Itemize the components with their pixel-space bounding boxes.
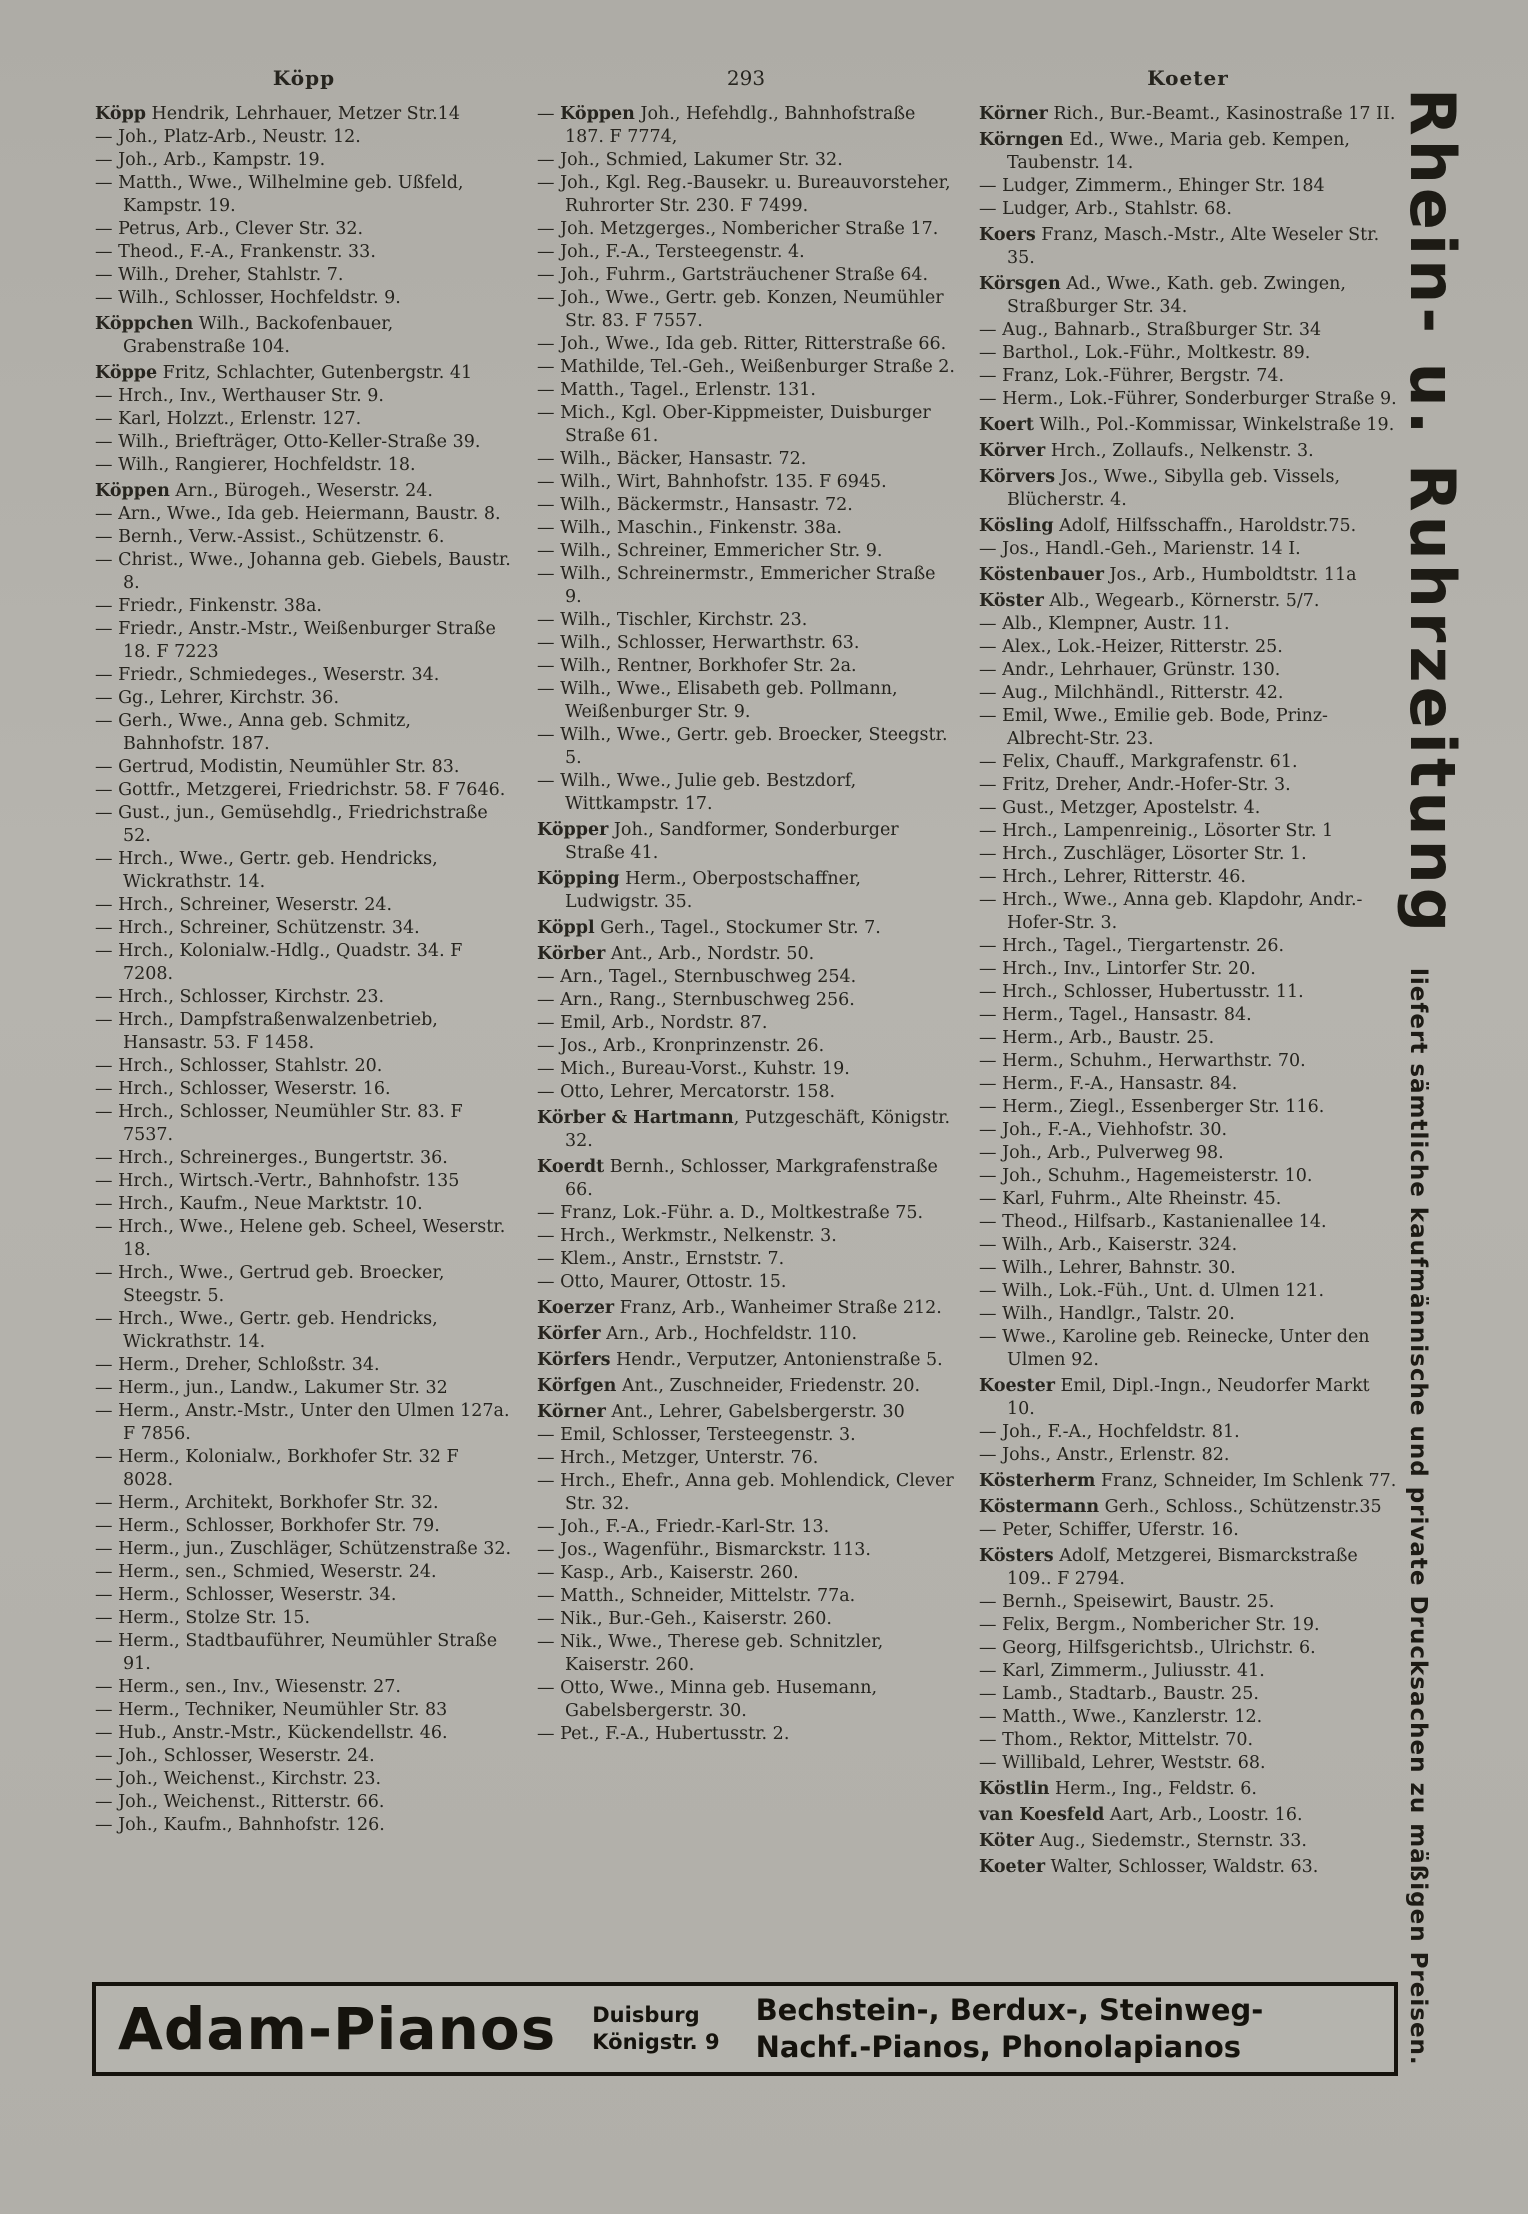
directory-entry: — Wilh., Wwe., Gertr. geb. Broecker, Steegstr. 5.: [537, 725, 948, 768]
directory-entry: Körfgen Ant., Zuschneider, Friedenstr. 20.: [537, 1376, 921, 1396]
directory-entry: — Hrch., Wwe., Gertrud geb. Broecker, Steegstr. 5.: [95, 1263, 445, 1306]
directory-entry: — Herm., Stadtbauführer, Neumühler Straße 91.: [95, 1631, 498, 1674]
directory-entry: Köppe Fritz, Schlachter, Gutenbergstr. 41: [95, 363, 473, 383]
directory-entry: — Felix, Bergm., Nombericher Str. 19.: [979, 1615, 1320, 1635]
directory-entry: — Mich., Bureau-Vorst., Kuhstr. 19.: [537, 1059, 850, 1079]
directory-entry: — Bernh., Verw.-Assist., Schützenstr. 6.: [95, 527, 445, 547]
directory-entry: — Otto, Lehrer, Mercatorstr. 158.: [537, 1082, 836, 1102]
directory-entry: — Felix, Chauff., Markgrafenstr. 61.: [979, 752, 1298, 772]
directory-entry: — Wilh., Arb., Kaiserstr. 324.: [979, 1235, 1238, 1255]
directory-entry: Körsgen Ad., Wwe., Kath. geb. Zwingen, Straßburger Str. 34.: [979, 274, 1346, 317]
directory-entry: — Wilh., Lehrer, Bahnstr. 30.: [979, 1258, 1236, 1278]
directory-entry: Köstermann Gerh., Schloss., Schützenstr.35: [979, 1497, 1382, 1517]
entry-surname: Koerdt: [537, 1157, 605, 1177]
directory-entry: — Wilh., Maschin., Finkenstr. 38a.: [537, 518, 842, 538]
directory-entry: Koers Franz, Masch.-Mstr., Alte Weseler Str. 35.: [979, 225, 1380, 268]
directory-entry: — Karl, Zimmerm., Juliusstr. 41.: [979, 1661, 1265, 1681]
entry-surname: Koester: [979, 1376, 1055, 1396]
directory-entry: Köppl Gerh., Tagel., Stockumer Str. 7.: [537, 918, 881, 938]
directory-entry: Köstlin Herm., Ing., Feldstr. 6.: [979, 1779, 1257, 1799]
directory-entry: Koerdt Bernh., Schlosser, Markgrafenstraße 66.: [537, 1157, 938, 1200]
entry-surname: Köstermann: [979, 1497, 1100, 1517]
directory-entry: — Wilh., Bäckermstr., Hansastr. 72.: [537, 495, 853, 515]
directory-entry: — Bernh., Speisewirt, Baustr. 25.: [979, 1592, 1275, 1612]
side-ad-rhein-ruhrzeitung: [1396, 88, 1469, 2148]
directory-column-1: [95, 100, 513, 1879]
directory-entry: — Hrch., Schlosser, Hubertusstr. 11.: [979, 982, 1304, 1002]
directory-entry: Köster Alb., Wegearb., Körnerstr. 5/7.: [979, 591, 1320, 611]
directory-entry: — Herm., Stolze Str. 15.: [95, 1608, 311, 1628]
directory-entry: — Matth., Tagel., Erlenstr. 131.: [537, 380, 816, 400]
directory-entry: — Joh., Fuhrm., Gartsträuchener Straße 64.: [537, 265, 929, 285]
directory-entry: — Gg., Lehrer, Kirchstr. 36.: [95, 688, 340, 708]
directory-entry: — Herm., sen., Schmied, Weserstr. 24.: [95, 1562, 437, 1582]
directory-entry: — Joh., Kaufm., Bahnhofstr. 126.: [95, 1815, 385, 1835]
entry-surname: Koert: [979, 415, 1034, 435]
directory-entry: — Theod., F.-A., Frankenstr. 33.: [95, 242, 376, 262]
directory-entry: — Hrch., Inv., Werthauser Str. 9.: [95, 386, 384, 406]
directory-entry: — Joh. Metzgerges., Nombericher Straße 17.: [537, 219, 939, 239]
directory-entry: — Wilh., Wirt, Bahnhofstr. 135. F 6945.: [537, 472, 887, 492]
directory-entry: — Thom., Rektor, Mittelstr. 70.: [979, 1730, 1254, 1750]
directory-entry: — Herm., Tagel., Hansastr. 84.: [979, 1005, 1252, 1025]
directory-entry: — Jos., Wagenführ., Bismarckstr. 113.: [537, 1540, 871, 1560]
directory-entry: — Hrch., Schlosser, Weserstr. 16.: [95, 1079, 391, 1099]
directory-entry: Koerzer Franz, Arb., Wanheimer Straße 212.: [537, 1298, 942, 1318]
entry-surname: Körner: [979, 104, 1048, 124]
directory-entry: — Klem., Anstr., Ernststr. 7.: [537, 1249, 785, 1269]
directory-entry: Körber Ant., Arb., Nordstr. 50.: [537, 944, 815, 964]
directory-entry: — Hrch., Ehefr., Anna geb. Mohlendick, Clever Str. 32.: [537, 1471, 954, 1514]
directory-entry: — Wilh., Schlosser, Hochfeldstr. 9.: [95, 288, 401, 308]
directory-entry: — Matth., Wwe., Wilhelmine geb. Ußfeld, Kampstr. 19.: [95, 173, 464, 216]
directory-entry: — Friedr., Anstr.-Mstr., Weißenburger Straße 18. F 7223: [95, 619, 496, 662]
bottom-ad-adam-pianos: [92, 1982, 1398, 2076]
guide-word-right: Koeter: [1147, 66, 1229, 90]
directory-entry: — Hrch., Wwe., Gertr. geb. Hendricks, Wickrathstr. 14.: [95, 849, 438, 892]
directory-entry: — Herm., Anstr.-Mstr., Unter den Ulmen 127a. F 7856.: [95, 1401, 510, 1444]
directory-entry: — Wilh., Dreher, Stahlstr. 7.: [95, 265, 344, 285]
directory-entry: Körngen Ed., Wwe., Maria geb. Kempen, Taubenstr. 14.: [979, 130, 1350, 173]
directory-entry: Köppchen Wilh., Backofenbauer, Grabenstraße 104.: [95, 314, 394, 357]
directory-entry: — Hrch., Kolonialw.-Hdlg., Quadstr. 34. F 7208.: [95, 941, 463, 984]
directory-entry: — Hrch., Tagel., Tiergartenstr. 26.: [979, 936, 1285, 956]
directory-entry: — Joh., Wwe., Ida geb. Ritter, Ritterstraße 66.: [537, 334, 947, 354]
directory-entry: Körber & Hartmann, Putzgeschäft, Königstr. 32.: [537, 1108, 951, 1151]
directory-entry: Kösterherm Franz, Schneider, Im Schlenk 77.: [979, 1471, 1397, 1491]
directory-entry: — Emil, Wwe., Emilie geb. Bode, Prinz-Albrecht-Str. 23.: [979, 706, 1328, 749]
directory-entry: — Herm., Schlosser, Weserstr. 34.: [95, 1585, 397, 1605]
entry-surname: Köppl: [537, 918, 595, 938]
directory-entry: — Hrch., Schreiner, Weserstr. 24.: [95, 895, 393, 915]
directory-entry: — Kasp., Arb., Kaiserstr. 260.: [537, 1563, 799, 1583]
directory-entry: — Gottfr., Metzgerei, Friedrichstr. 58. F 7646.: [95, 780, 506, 800]
directory-entry: — Wwe., Karoline geb. Reinecke, Unter den Ulmen 92.: [979, 1327, 1370, 1370]
directory-entry: — Hrch., Schlosser, Kirchstr. 23.: [95, 987, 385, 1007]
directory-entry: — Mich., Kgl. Ober-Kippmeister, Duisburger Straße 61.: [537, 403, 931, 446]
entry-surname: Köppen: [95, 481, 170, 501]
directory-entry: — Hrch., Metzger, Unterstr. 76.: [537, 1448, 819, 1468]
directory-entry: — Joh., F.-A., Friedr.-Karl-Str. 13.: [537, 1517, 830, 1537]
directory-entry: — Pet., F.-A., Hubertusstr. 2.: [537, 1724, 790, 1744]
entry-surname: Körner: [537, 1402, 606, 1422]
directory-entry: — Hrch., Wwe., Helene geb. Scheel, Weserstr. 18.: [95, 1217, 506, 1260]
directory-entry: Köpp Hendrik, Lehrhauer, Metzer Str.14: [95, 104, 460, 124]
directory-entry: — Aug., Bahnarb., Straßburger Str. 34: [979, 320, 1322, 340]
directory-entry: — Joh., Wwe., Gertr. geb. Konzen, Neumühler Str. 83. F 7557.: [537, 288, 944, 331]
directory-entry: — Herm., Arb., Baustr. 25.: [979, 1028, 1215, 1048]
directory-entry: — Christ., Wwe., Johanna geb. Giebels, Baustr. 8.: [95, 550, 511, 593]
entry-surname: Köppchen: [95, 314, 194, 334]
directory-entry: — Hrch., Schreiner, Schützenstr. 34.: [95, 918, 420, 938]
directory-entry: — Herm., Lok.-Führer, Sonderburger Straße 9.: [979, 389, 1397, 409]
entry-surname: Körfer: [537, 1324, 601, 1344]
directory-entry: — Hrch., Lehrer, Ritterstr. 46.: [979, 867, 1246, 887]
entry-surname: van Koesfeld: [979, 1805, 1105, 1825]
entry-surname: Körber: [537, 944, 606, 964]
entry-surname: Köppen: [560, 104, 635, 124]
bottom-ad-products-line2: Nachf.-Pianos, Phonolapianos: [755, 2030, 1242, 2064]
directory-entry: Köpping Herm., Oberpostschaffner, Ludwigstr. 35.: [537, 869, 861, 912]
directory-entry: — Joh., Arb., Pulverweg 98.: [979, 1143, 1224, 1163]
directory-entry: — Herm., Architekt, Borkhofer Str. 32.: [95, 1493, 439, 1513]
directory-entry: — Aug., Milchhändl., Ritterstr. 42.: [979, 683, 1284, 703]
side-ad-text: liefert sämtliche kaufmännische und private Drucksachen zu mäßigen Preisen.: [1405, 967, 1431, 2066]
directory-entry: — Hrch., Schlosser, Neumühler Str. 83. F 7537.: [95, 1102, 463, 1145]
directory-entry: — Wilh., Rentner, Borkhofer Str. 2a.: [537, 656, 857, 676]
directory-entry: Köppen Arn., Bürogeh., Weserstr. 24.: [95, 481, 433, 501]
directory-entry: — Wilh., Handlgr., Talstr. 20.: [979, 1304, 1235, 1324]
directory-entry: — Wilh., Schreinermstr., Emmericher Straße 9.: [537, 564, 936, 607]
directory-entry: — Hrch., Werkmstr., Nelkenstr. 3.: [537, 1226, 837, 1246]
entry-surname: Körber & Hartmann: [537, 1108, 734, 1128]
directory-entry: — Otto, Wwe., Minna geb. Husemann, Gabelsbergerstr. 30.: [537, 1678, 878, 1721]
bottom-ad-products-line1: Bechstein-, Berdux-, Steinweg-: [755, 1993, 1264, 2027]
directory-entry: Körner Ant., Lehrer, Gabelsbergerstr. 30: [537, 1402, 905, 1422]
directory-entry: — Fritz, Dreher, Andr.-Hofer-Str. 3.: [979, 775, 1291, 795]
bottom-ad-address-block: [592, 2002, 719, 2056]
directory-entry: — Hrch., Kaufm., Neue Marktstr. 10.: [95, 1194, 423, 1214]
entry-surname: Köster: [979, 591, 1044, 611]
directory-entry: — Nik., Wwe., Therese geb. Schnitzler, Kaiserstr. 260.: [537, 1632, 884, 1675]
directory-entry: — Karl, Holzzt., Erlenstr. 127.: [95, 409, 362, 429]
directory-entry: — Wilh., Wwe., Elisabeth geb. Pollmann, Weißenburger Str. 9.: [537, 679, 898, 722]
directory-entry: Kösling Adolf, Hilfsschaffn., Haroldstr.75.: [979, 516, 1357, 536]
directory-entry: — Herm., Ziegl., Essenberger Str. 116.: [979, 1097, 1325, 1117]
entry-surname: Köpping: [537, 869, 620, 889]
directory-entry: — Jos., Arb., Kronprinzenstr. 26.: [537, 1036, 825, 1056]
entry-surname: Koerzer: [537, 1298, 615, 1318]
directory-entry: — Friedr., Finkenstr. 38a.: [95, 596, 322, 616]
directory-entry: — Willibald, Lehrer, Weststr. 68.: [979, 1753, 1266, 1773]
directory-entry: — Hrch., Zuschläger, Lösorter Str. 1.: [979, 844, 1307, 864]
entry-surname: Koers: [979, 225, 1036, 245]
directory-entry: Köstenbauer Jos., Arb., Humboldtstr. 11a: [979, 565, 1357, 585]
directory-entry: — Herm., Kolonialw., Borkhofer Str. 32 F 8028.: [95, 1447, 459, 1490]
directory-entry: — Hrch., Wirtsch.-Vertr., Bahnhofstr. 135: [95, 1171, 460, 1191]
entry-surname: Köpper: [537, 820, 609, 840]
directory-entry: — Lamb., Stadtarb., Baustr. 25.: [979, 1684, 1259, 1704]
page-header: [95, 66, 1397, 90]
entry-surname: Körvers: [979, 467, 1056, 487]
entry-surname: Körfers: [537, 1350, 611, 1370]
directory-entry: — Otto, Maurer, Ottostr. 15.: [537, 1272, 787, 1292]
directory-entry: Koeter Walter, Schlosser, Waldstr. 63.: [979, 1857, 1319, 1877]
entry-surname: Koeter: [979, 1857, 1046, 1877]
directory-entry: — Joh., Weichenst., Kirchstr. 23.: [95, 1769, 382, 1789]
directory-entry: — Wilh., Lok.-Füh., Unt. d. Ulmen 121.: [979, 1281, 1325, 1301]
directory-entry: — Hub., Anstr.-Mstr., Kückendellstr. 46.: [95, 1723, 448, 1743]
directory-entry: — Hrch., Inv., Lintorfer Str. 20.: [979, 959, 1256, 979]
directory-entry: — Alex., Lok.-Heizer, Ritterstr. 25.: [979, 637, 1283, 657]
directory-entry: — Matth., Schneider, Mittelstr. 77a.: [537, 1586, 856, 1606]
directory-entry: Köpper Joh., Sandformer, Sonderburger Straße 41.: [537, 820, 899, 863]
directory-entry: — Herm., Schlosser, Borkhofer Str. 79.: [95, 1516, 440, 1536]
entry-surname: Kösters: [979, 1546, 1054, 1566]
directory-entry: — Arn., Wwe., Ida geb. Heiermann, Baustr. 8.: [95, 504, 501, 524]
directory-entry: — Georg, Hilfsgerichtsb., Ulrichstr. 6.: [979, 1638, 1316, 1658]
directory-entry: — Nik., Bur.-Geh., Kaiserstr. 260.: [537, 1609, 832, 1629]
directory-entry: — Wilh., Briefträger, Otto-Keller-Straße 39.: [95, 432, 481, 452]
directory-column-3: [979, 100, 1397, 1879]
directory-entry: Koert Wilh., Pol.-Kommissar, Winkelstraße 19.: [979, 415, 1395, 435]
directory-entry: — Joh., F.-A., Viehhofstr. 30.: [979, 1120, 1228, 1140]
directory-entry: Körner Rich., Bur.-Beamt., Kasinostraße 17 II.: [979, 104, 1396, 124]
directory-entry: — Herm., Techniker, Neumühler Str. 83: [95, 1700, 448, 1720]
guide-word-left: Köpp: [272, 66, 336, 90]
directory-entry: — Matth., Wwe., Kanzlerstr. 12.: [979, 1707, 1263, 1727]
directory-entry: — Joh., Weichenst., Ritterstr. 66.: [95, 1792, 385, 1812]
directory-entry: — Gust., Metzger, Apostelstr. 4.: [979, 798, 1261, 818]
directory-entry: — Herm., Schuhm., Herwarthstr. 70.: [979, 1051, 1306, 1071]
directory-entry: — Hrch., Wwe., Anna geb. Klapdohr, Andr.-Hofer-Str. 3.: [979, 890, 1363, 933]
directory-entry: Körfer Arn., Arb., Hochfeldstr. 110.: [537, 1324, 858, 1344]
directory-entry: Köter Aug., Siedemstr., Sternstr. 33.: [979, 1831, 1307, 1851]
entry-surname: Köter: [979, 1831, 1034, 1851]
directory-entry: Körver Hrch., Zollaufs., Nelkenstr. 3.: [979, 441, 1314, 461]
bottom-ad-city: Duisburg: [592, 2003, 700, 2027]
directory-entry: — Franz, Lok.-Führ. a. D., Moltkestraße 75.: [537, 1203, 924, 1223]
directory-columns: [95, 100, 1397, 1879]
directory-entry: — Herm., F.-A., Hansastr. 84.: [979, 1074, 1238, 1094]
directory-column-2: [537, 100, 955, 1879]
directory-entry: — Joh., F.-A., Tersteegenstr. 4.: [537, 242, 805, 262]
directory-entry: — Joh., Schmied, Lakumer Str. 32.: [537, 150, 843, 170]
directory-entry: — Wilh., Bäcker, Hansastr. 72.: [537, 449, 807, 469]
directory-entry: Kösters Adolf, Metzgerei, Bismarckstraße 109.. F 2794.: [979, 1546, 1358, 1589]
directory-entry: — Barthol., Lok.-Führ., Moltkestr. 89.: [979, 343, 1311, 363]
entry-surname: Körfgen: [537, 1376, 617, 1396]
directory-entry: — Joh., Platz-Arb., Neustr. 12.: [95, 127, 361, 147]
directory-entry: — Andr., Lehrhauer, Grünstr. 130.: [979, 660, 1281, 680]
directory-entry: — Ludger, Arb., Stahlstr. 68.: [979, 199, 1232, 219]
directory-entry: — Peter, Schiffer, Uferstr. 16.: [979, 1520, 1239, 1540]
directory-entry: — Hrch., Schlosser, Stahlstr. 20.: [95, 1056, 383, 1076]
entry-surname: Köstlin: [979, 1779, 1050, 1799]
directory-entry: — Wilh., Tischler, Kirchstr. 23.: [537, 610, 808, 630]
directory-entry: — Franz, Lok.-Führer, Bergstr. 74.: [979, 366, 1285, 386]
directory-entry: — Hrch., Dampfstraßenwalzenbetrieb, Hansastr. 53. F 1458.: [95, 1010, 438, 1053]
directory-entry: — Wilh., Wwe., Julie geb. Bestzdorf, Wittkampstr. 17.: [537, 771, 857, 814]
directory-entry: — Hrch., Schreinerges., Bungertstr. 36.: [95, 1148, 448, 1168]
directory-entry: Körvers Jos., Wwe., Sibylla geb. Vissels, Blücherstr. 4.: [979, 467, 1341, 510]
directory-entry: — Gertrud, Modistin, Neumühler Str. 83.: [95, 757, 460, 777]
directory-entry: — Theod., Hilfsarb., Kastanienallee 14.: [979, 1212, 1327, 1232]
directory-entry: — Emil, Schlosser, Tersteegenstr. 3.: [537, 1425, 856, 1445]
entry-surname: Kösling: [979, 516, 1054, 536]
side-ad-title: Rhein- u. Ruhrzeitung: [1396, 88, 1469, 937]
directory-entry: — Karl, Fuhrm., Alte Rheinstr. 45.: [979, 1189, 1282, 1209]
directory-entry: — Herm., sen., Inv., Wiesenstr. 27.: [95, 1677, 401, 1697]
directory-entry: Körfers Hendr., Verputzer, Antonienstraße 5.: [537, 1350, 943, 1370]
directory-entry: — Arn., Tagel., Sternbuschweg 254.: [537, 967, 857, 987]
directory-entry: — Gust., jun., Gemüsehdlg., Friedrichstraße 52.: [95, 803, 488, 846]
directory-entry: — Jos., Handl.-Geh., Marienstr. 14 I.: [979, 539, 1301, 559]
directory-entry: Koester Emil, Dipl.-Ingn., Neudorfer Markt 10.: [979, 1376, 1370, 1419]
entry-surname: Körver: [979, 441, 1046, 461]
directory-entry: — Wilh., Schreiner, Emmericher Str. 9.: [537, 541, 883, 561]
directory-entry: — Joh., Arb., Kampstr. 19.: [95, 150, 326, 170]
directory-entry: — Joh., F.-A., Hochfeldstr. 81.: [979, 1422, 1240, 1442]
bottom-ad-brand: Adam-Pianos: [118, 1995, 557, 2063]
directory-entry: — Ludger, Zimmerm., Ehinger Str. 184: [979, 176, 1325, 196]
bottom-ad-street: Königstr. 9: [592, 2030, 720, 2054]
page-number: 293: [726, 66, 766, 90]
directory-entry: — Wilh., Schlosser, Herwarthstr. 63.: [537, 633, 860, 653]
entry-surname: Köstenbauer: [979, 565, 1104, 585]
directory-entry: — Herm., jun., Zuschläger, Schützenstraße 32.: [95, 1539, 512, 1559]
directory-entry: — Gerh., Wwe., Anna geb. Schmitz, Bahnhofstr. 187.: [95, 711, 411, 754]
directory-entry: — Hrch., Wwe., Gertr. geb. Hendricks, Wickrathstr. 14.: [95, 1309, 438, 1352]
entry-surname: Köpp: [95, 104, 146, 124]
directory-entry: van Koesfeld Aart, Arb., Loostr. 16.: [979, 1805, 1303, 1825]
directory-entry: — Petrus, Arb., Clever Str. 32.: [95, 219, 364, 239]
directory-entry: — Herm., Dreher, Schloßstr. 34.: [95, 1355, 380, 1375]
bottom-ad-products: [756, 1992, 1264, 2066]
directory-entry: — Joh., Schlosser, Weserstr. 24.: [95, 1746, 375, 1766]
directory-entry: — Wilh., Rangierer, Hochfeldstr. 18.: [95, 455, 416, 475]
directory-entry: — Friedr., Schmiedeges., Weserstr. 34.: [95, 665, 440, 685]
directory-entry: — Johs., Anstr., Erlenstr. 82.: [979, 1445, 1230, 1465]
directory-entry: — Joh., Schuhm., Hagemeisterstr. 10.: [979, 1166, 1313, 1186]
entry-surname: Köppe: [95, 363, 158, 383]
entry-surname: Körngen: [979, 130, 1064, 150]
entry-surname: Körsgen: [979, 274, 1061, 294]
entry-surname: Kösterherm: [979, 1471, 1096, 1491]
directory-entry: — Köppen Joh., Hefehdlg., Bahnhofstraße 187. F 7774,: [537, 104, 916, 147]
directory-entry: — Arn., Rang., Sternbuschweg 256.: [537, 990, 855, 1010]
directory-entry: — Herm., jun., Landw., Lakumer Str. 32: [95, 1378, 448, 1398]
directory-entry: — Emil, Arb., Nordstr. 87.: [537, 1013, 768, 1033]
directory-entry: — Alb., Klempner, Austr. 11.: [979, 614, 1230, 634]
directory-entry: — Joh., Kgl. Reg.-Bausekr. u. Bureauvorsteher, Ruhrorter Str. 230. F 7499.: [537, 173, 951, 216]
directory-entry: — Mathilde, Tel.-Geh., Weißenburger Straße 2.: [537, 357, 955, 377]
directory-entry: — Hrch., Lampenreinig., Lösorter Str. 1: [979, 821, 1334, 841]
